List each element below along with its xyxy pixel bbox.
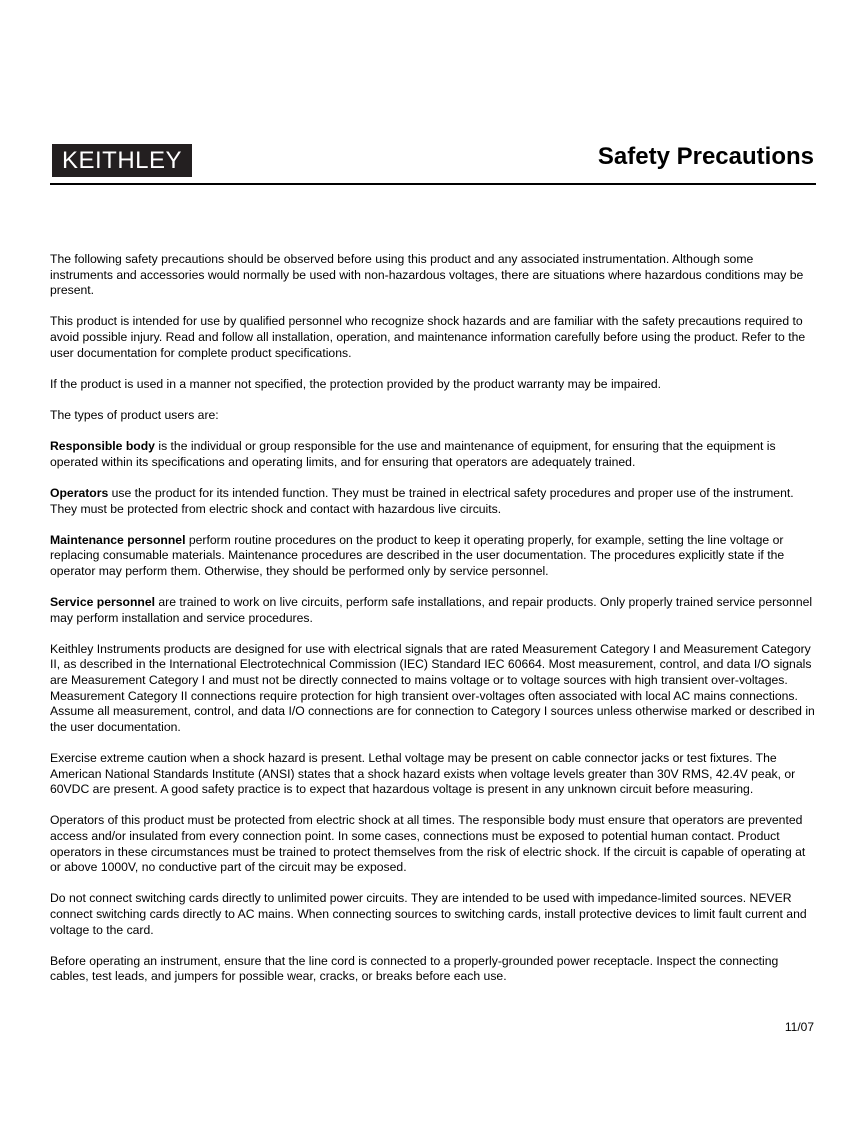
paragraph-line-cord: Before operating an instrument, ensure that the line cord is connected to a properly-grounded power receptacle. Inspect the connecting cables, test leads, and jumpers for possible wear, cracks, or breaks before each use. [50,953,779,984]
page-title: Safety Precautions [597,143,814,170]
keithley-logo: KEITHLEY [52,144,192,177]
paragraph-service-personnel: Service personnel are trained to work on live circuits, perform safe installations, and repair products. Only properly trained service personnel may perform installation and service procedures. [50,595,813,625]
paragraph-switching-cards: Do not connect switching cards directly to unlimited power circuits. They are intended to be used with impedance-limited sources. NEVER connect switching cards directly to AC mains. When connecting sources to switching cards, install protective devices to limit fault current and voltage to the card. [50,891,807,937]
paragraph-shock-hazard: Exercise extreme caution when a shock hazard is present. Lethal voltage may be present on cable connector jacks or test fixtures. The American National Standards Institute (ANSI) states that a shock hazard exists when voltage levels greater than 30V RMS, 42.4V peak, or 60VDC are present. A good safety practice is to expect that hazardous voltage is present in any unknown circuit before measuring. [50,751,796,797]
paragraph-operator-protection: Operators of this product must be protected from electric shock at all times. The responsible body must ensure that operators are prevented access and/or insulated from every connection point. In some cases, connections must be exposed to potential human contact. Product operators in these circumstances must be trained to protect themselves from the risk of electric shock. If the circuit is capable of operating at or above 1000V, no conductive part of the circuit may be exposed. [50,813,806,875]
paragraph-operators: Operators use the product for its intended function. They must be trained in electrical safety procedures and proper use of the instrument. They must be protected from electric shock and contact with hazardous live circuits. [50,485,794,516]
header-divider [50,183,816,185]
paragraph-warranty: If the product is used in a manner not specified, the protection provided by the product warranty may be impaired. [50,376,662,391]
term-operators: Operators [50,485,109,500]
safety-text-body [50,252,816,1001]
term-maintenance-personnel: Maintenance personnel [50,532,186,547]
term-service-personnel: Service personnel [50,595,155,610]
paragraph-intro: The following safety precautions should be observed before using this product and any associated instrumentation. Although some instruments and accessories would normally be used with non-hazardous voltages, there are situations where hazardous conditions may be present. [50,252,804,298]
paragraph-user-types: The types of product users are: [50,407,219,422]
paragraph-intended-use: This product is intended for use by qualified personnel who recognize shock hazards and are familiar with the safety precautions required to avoid possible injury. Read and follow all installation, operation, and maintenance information carefully before using the product. Refer to the user documentation for complete product specifications. [50,314,806,360]
paragraph-responsible-body: Responsible body is the individual or group responsible for the use and maintenance of equipment, for ensuring that the equipment is operated within its specifications and operating limits, and for ensuring that operators are adequately trained. [50,439,776,469]
term-responsible-body: Responsible body [50,439,155,454]
revision-code: 11/07 [784,1020,814,1034]
paragraph-maintenance-personnel: Maintenance personnel perform routine procedures on the product to keep it operating properly, for example, setting the line voltage or replacing consumable materials. Maintenance procedures are described in the user documentation. The procedures explicitly state if the operator may perform them. Otherwise, they should be performed only by service personnel. [50,532,785,578]
paragraph-measurement-category: Keithley Instruments products are designed for use with electrical signals that are rated Measurement Category I and Measurement Category II, as described in the International Electrotechnical Commission (IEC) Standard IEC 60664. Most measurement, control, and data I/O signals are Measurement Category I and must not be directly connected to mains voltage or to voltage sources with high transient over-voltages. Measurement Category II connections require protection for high transient over-voltages often associated with local AC mains connections. Assume all measurement, control, and data I/O connections are for connection to Category I sources unless otherwise marked or described in the user documentation. [50,641,815,734]
